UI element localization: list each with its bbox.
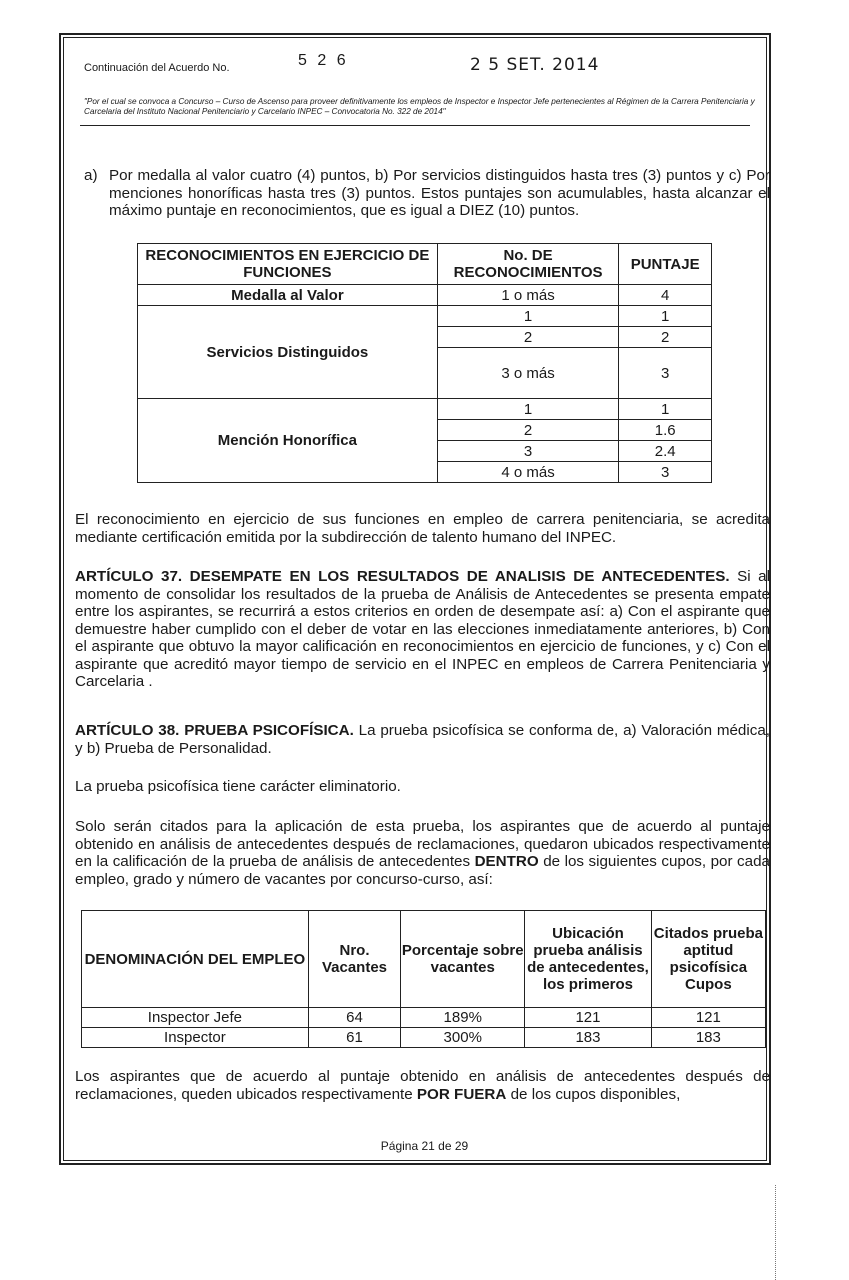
table-cell: 189%	[401, 1008, 525, 1028]
table-cell: 1 o más	[437, 285, 619, 306]
date-stamp: 2 5 SET. 2014	[470, 55, 600, 75]
paragraph-citados-text: Solo serán citados para la aplicación de esta prueba, los aspirantes que de acuerdo al puntaje obtenido en análisis de antecedentes después de reclamaciones, quedaron ubicados respectivamente en la calificación de la prueba de análisis de antecedentes	[75, 818, 770, 870]
table-header-row	[138, 244, 712, 285]
table-cell: Inspector Jefe	[82, 1008, 309, 1028]
paragraph-final-text: Los aspirantes que de acuerdo al puntaje obtenido en análisis de antecedentes después de reclamaciones, queden ubicados respectivamente	[75, 1068, 770, 1103]
list-marker: a)	[84, 167, 98, 184]
table-cell: 183	[651, 1028, 765, 1048]
table-cell: 2	[437, 420, 619, 441]
article-37	[75, 568, 770, 691]
paragraph-reconocimiento: El reconocimiento en ejercicio de sus funciones en empleo de carrera penitenciaria, se acredita mediante certificación emitida por la subdirección de talento humano del INPEC.	[75, 511, 770, 546]
table-header-cell: No. DE RECONOCIMIENTOS	[437, 244, 619, 285]
table-header-cell: PUNTAJE	[619, 244, 712, 285]
table-cell: 1.6	[619, 420, 712, 441]
table-header-cell: Nro. Vacantes	[308, 911, 400, 1008]
table-cell: 1	[437, 399, 619, 420]
table-cell: 64	[308, 1008, 400, 1028]
table-header-cell: DENOMINACIÓN DEL EMPLEO	[82, 911, 309, 1008]
table-header-cell: Citados prueba aptitud psicofísica Cupos	[651, 911, 765, 1008]
table-row	[82, 1028, 766, 1048]
table-cell: 2	[437, 327, 619, 348]
recognition-table	[137, 243, 712, 483]
table-header-row	[82, 911, 766, 1008]
scan-artifact	[775, 1185, 780, 1280]
table-cell: Medalla al Valor	[138, 285, 438, 306]
table-header-cell: RECONOCIMIENTOS EN EJERCICIO DE FUNCIONES	[138, 244, 438, 285]
list-item-text: Por medalla al valor cuatro (4) puntos, b) Por servicios distinguidos hasta tres (3) puntos y c) Por menciones honoríficas hasta tres (3) puntos. Estos puntajes son acumulables, hasta alcanzar el máximo puntaje en reconocimientos, que es igual a DIEZ (10) puntos.	[109, 167, 770, 219]
table-cell: 1	[437, 306, 619, 327]
paragraph-eliminatorio: La prueba psicofísica tiene carácter eliminatorio.	[75, 778, 401, 795]
table-row	[138, 399, 712, 420]
table-cell: 1	[619, 306, 712, 327]
paragraph-citados	[75, 818, 770, 888]
table-cell: 4	[619, 285, 712, 306]
table-cell: Mención Honorífica	[138, 399, 438, 483]
table-cell: 2.4	[619, 441, 712, 462]
table-cell: 121	[525, 1008, 651, 1028]
page-number: Página 21 de 29	[380, 1139, 469, 1153]
table-header-cell: Porcentaje sobre vacantes	[401, 911, 525, 1008]
article-38-title: ARTÍCULO 38. PRUEBA PSICOFÍSICA.	[75, 722, 354, 739]
article-38	[75, 722, 770, 757]
paragraph-citados-bold: DENTRO	[474, 853, 539, 870]
article-37-text: Si al momento de consolidar los resultados de la prueba de Análisis de Antecedentes se presenta empate entre los aspirantes, se recurrirá a estos criterios en orden de desempate así: a) Con el aspirante que demuestre haber cumplido con el deber de votar en las elecciones inmediatamente anteriores, b) Con el aspirante que obtuvo la mayor calificación en reconocimientos en ejercicio de funciones, y c) Con el aspirante que acreditó mayor tiempo de servicio en el INPEC en empleos de Carrera Penitenciaria y Carcelaria .	[75, 568, 770, 690]
table-header-cell: Ubicación prueba análisis de antecedentes, los primeros	[525, 911, 651, 1008]
table-row	[138, 306, 712, 327]
article-37-title: ARTÍCULO 37. DESEMPATE EN LOS RESULTADOS DE ANALISIS DE ANTECEDENTES.	[75, 568, 730, 585]
agreement-number-stamp: 5 2 6	[298, 52, 349, 69]
table-cell: 183	[525, 1028, 651, 1048]
table-cell: Inspector	[82, 1028, 309, 1048]
table-cell: 121	[651, 1008, 765, 1028]
table-row	[82, 1008, 766, 1028]
continuation-label: Continuación del Acuerdo No.	[84, 62, 230, 74]
article-38-text: La prueba psicofísica se conforma de, a) Valoración médica, y b) Prueba de Personalidad.	[75, 722, 771, 757]
table-row	[138, 285, 712, 306]
table-cell: 3	[619, 462, 712, 483]
table-cell: 4 o más	[437, 462, 619, 483]
paragraph-final-bold: POR FUERA	[416, 1085, 507, 1103]
table-cell: 3	[437, 441, 619, 462]
paragraph-citados-text-end: de los siguientes cupos, por cada empleo, grado y número de vacantes por concurso-curso, así:	[75, 853, 770, 888]
table-cell: Servicios Distinguidos	[138, 306, 438, 399]
list-item-a	[84, 167, 770, 220]
table-cell: 2	[619, 327, 712, 348]
table-cell: 3	[619, 348, 712, 399]
header-subtitle: "Por el cual se convoca a Concurso – Curso de Ascenso para proveer definitivamente los empleos de Inspector e Inspector Jefe pertenecientes al Régimen de la Carrera Penitenciaria y Carcelaria del Instituto Nacional Penitenciario y Carcelario INPEC – Convocatoria No. 322 de 2014"	[84, 97, 755, 116]
paragraph-final-text-end: de los cupos disponibles,	[506, 1085, 681, 1103]
table-cell: 300%	[401, 1028, 525, 1048]
quota-table	[81, 910, 766, 1048]
table-cell: 61	[308, 1028, 400, 1048]
table-cell: 3 o más	[437, 348, 619, 399]
paragraph-final	[75, 1068, 770, 1103]
table-cell: 1	[619, 399, 712, 420]
header-divider	[80, 125, 750, 126]
